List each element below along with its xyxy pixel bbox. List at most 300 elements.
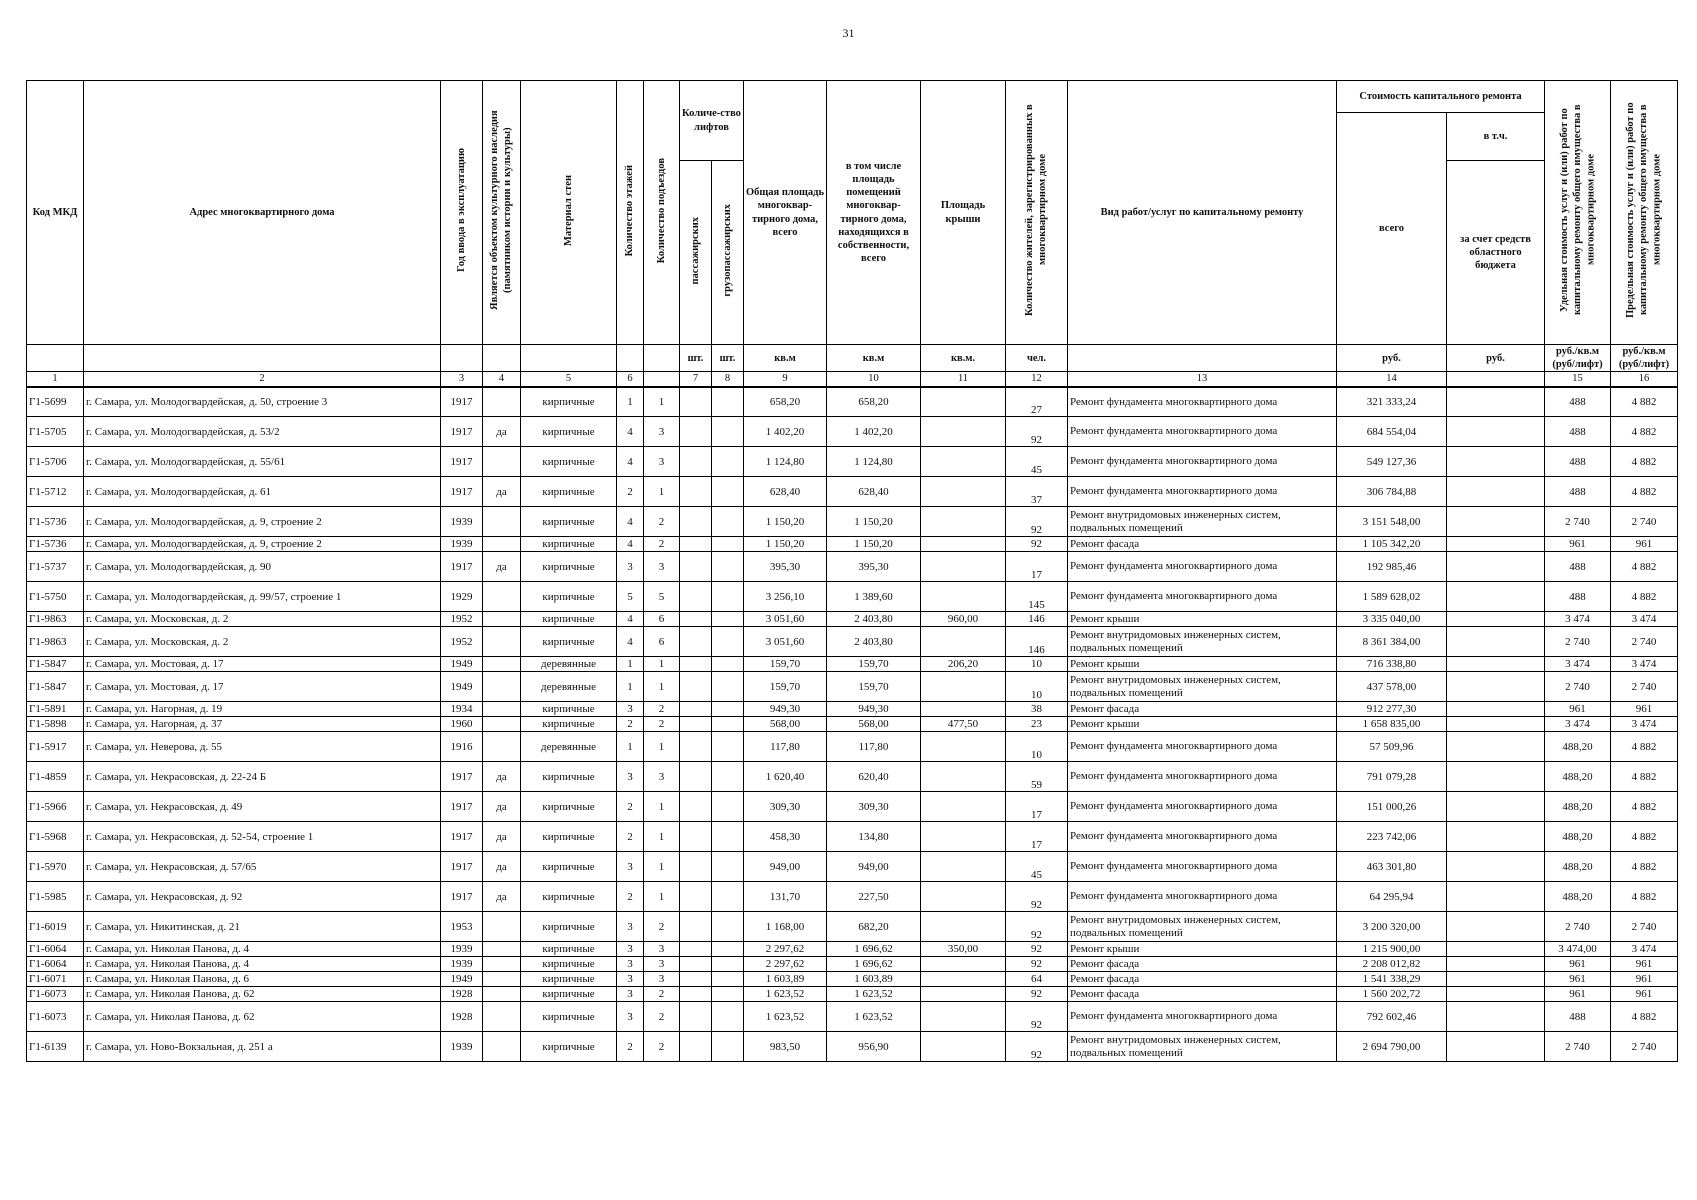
table-row [27,627,1678,657]
cell-max-cost: 3 474 [1611,942,1678,957]
cell-cost-total: 1 560 202,72 [1337,987,1447,1002]
unit-rub: руб. [1337,345,1447,372]
cell-wall: кирпичные [521,477,617,507]
cell-work-type: Ремонт внутридомовых инженерных систем, подвальных помещений [1068,672,1337,702]
cell-entrances: 1 [644,882,680,912]
cell-address: г. Самара, ул. Молодогвардейская, д. 99/57, строение 1 [84,582,441,612]
cell-lifts-pass [680,507,712,537]
cell-cost-total: 2 694 790,00 [1337,1032,1447,1062]
cell-lifts-pass [680,702,712,717]
cell-work-type: Ремонт фундамента многоквартирного дома [1068,477,1337,507]
header-floors: Количество этажей [617,81,644,345]
cell-max-cost: 4 882 [1611,852,1678,882]
cell-area-owned: 628,40 [827,477,921,507]
cell-wall: кирпичные [521,507,617,537]
cell-heritage [483,507,521,537]
cell-work-type: Ремонт крыши [1068,717,1337,732]
cell-work-type: Ремонт крыши [1068,942,1337,957]
table-row [27,957,1678,972]
cell-cost-regional [1447,552,1545,582]
cell-area-owned: 1 389,60 [827,582,921,612]
cell-cost-regional [1447,507,1545,537]
cell-roof-area: 960,00 [921,612,1006,627]
cell-roof-area [921,417,1006,447]
cell-cost-regional [1447,912,1545,942]
cell-residents: 10 [1006,657,1068,672]
header-entrances: Количество подъездов [644,81,680,345]
cell-roof-area [921,957,1006,972]
cell-lifts-pass [680,957,712,972]
cell-residents: 45 [1006,852,1068,882]
cell-year: 1939 [441,1032,483,1062]
cell-max-cost: 3 474 [1611,657,1678,672]
table-row [27,537,1678,552]
cell-max-cost: 4 882 [1611,792,1678,822]
cell-heritage [483,657,521,672]
cell-entrances: 2 [644,1032,680,1062]
cell-floors: 2 [617,717,644,732]
cell-roof-area [921,1032,1006,1062]
cell-unit-cost: 488,20 [1545,822,1611,852]
cell-cost-regional [1447,657,1545,672]
cell-wall: кирпичные [521,552,617,582]
cell-lifts-cargo [712,672,744,702]
cell-code: Г1-4859 [27,762,84,792]
cell-lifts-cargo [712,822,744,852]
cell-floors: 5 [617,582,644,612]
cell-year: 1917 [441,882,483,912]
cell-address: г. Самара, ул. Никитинская, д. 21 [84,912,441,942]
header-area-owned: в том числе площадь помещений многоквар-тирного дома, находящихся в собственности, всего [827,81,921,345]
cell-lifts-pass [680,912,712,942]
cell-lifts-pass [680,762,712,792]
header-wall: Материал стен [521,81,617,345]
cell-residents: 92 [1006,942,1068,957]
cell-heritage [483,537,521,552]
cell-heritage [483,1032,521,1062]
cell-entrances: 2 [644,912,680,942]
cell-lifts-cargo [712,387,744,417]
cell-floors: 2 [617,1032,644,1062]
cell-max-cost: 2 740 [1611,672,1678,702]
cell-wall: кирпичные [521,882,617,912]
cell-cost-regional [1447,477,1545,507]
cell-max-cost: 4 882 [1611,762,1678,792]
cell-wall: кирпичные [521,762,617,792]
cell-heritage [483,942,521,957]
cell-roof-area [921,477,1006,507]
cell-floors: 4 [617,417,644,447]
cell-wall: кирпичные [521,822,617,852]
cell-heritage: да [483,822,521,852]
cell-cost-regional [1447,972,1545,987]
cell-max-cost: 2 740 [1611,1032,1678,1062]
cell-cost-total: 321 333,24 [1337,387,1447,417]
unit-sqm: кв.м [744,345,827,372]
cell-code: Г1-5736 [27,507,84,537]
table-row [27,882,1678,912]
cell-heritage [483,987,521,1002]
table-row [27,672,1678,702]
cell-max-cost: 961 [1611,972,1678,987]
cell-wall: кирпичные [521,417,617,447]
cell-lifts-pass [680,942,712,957]
cell-address: г. Самара, ул. Некрасовская, д. 52-54, строение 1 [84,822,441,852]
cell-area-total: 395,30 [744,552,827,582]
cell-lifts-pass [680,612,712,627]
cell-roof-area [921,507,1006,537]
cell-work-type: Ремонт фундамента многоквартирного дома [1068,852,1337,882]
table-row [27,852,1678,882]
table-row [27,417,1678,447]
cell-area-owned: 1 696,62 [827,957,921,972]
header-max-cost: Предельная стоимость услуг и (или) работ по капитальному ремонту общего имущества в многоквартирном доме [1611,81,1678,345]
header-roof: Площадь крыши [921,81,1006,345]
cell-entrances: 3 [644,552,680,582]
cell-address: г. Самара, ул. Мостовая, д. 17 [84,672,441,702]
cell-floors: 2 [617,477,644,507]
cell-wall: кирпичные [521,1032,617,1062]
cell-cost-regional [1447,732,1545,762]
table-row [27,762,1678,792]
cell-address: г. Самара, ул. Некрасовская, д. 92 [84,882,441,912]
cell-area-owned: 658,20 [827,387,921,417]
cell-residents: 146 [1006,627,1068,657]
cell-area-owned: 1 150,20 [827,537,921,552]
cell-entrances: 3 [644,762,680,792]
table-row [27,477,1678,507]
cell-entrances: 2 [644,702,680,717]
table-row [27,582,1678,612]
cell-unit-cost: 488 [1545,1002,1611,1032]
cell-unit-cost: 488,20 [1545,732,1611,762]
cell-unit-cost: 488 [1545,447,1611,477]
cell-entrances: 6 [644,627,680,657]
cell-heritage: да [483,417,521,447]
cell-lifts-cargo [712,792,744,822]
header-area-total: Общая площадь многоквар-тирного дома, всего [744,81,827,345]
cell-unit-cost: 2 740 [1545,627,1611,657]
cell-year: 1928 [441,1002,483,1032]
cell-unit-cost: 488 [1545,387,1611,417]
cell-cost-total: 3 335 040,00 [1337,612,1447,627]
cell-year: 1928 [441,987,483,1002]
cell-heritage [483,732,521,762]
cell-area-owned: 956,90 [827,1032,921,1062]
cell-area-owned: 159,70 [827,672,921,702]
cell-address: г. Самара, ул. Неверова, д. 55 [84,732,441,762]
cell-work-type: Ремонт фундамента многоквартирного дома [1068,417,1337,447]
cell-roof-area [921,702,1006,717]
header-cost-regional: за счет средств областного бюджета [1447,161,1545,345]
col-number: 6 [617,372,644,387]
cell-residents: 10 [1006,732,1068,762]
cell-area-total: 568,00 [744,717,827,732]
cell-unit-cost: 961 [1545,537,1611,552]
cell-lifts-cargo [712,852,744,882]
cell-lifts-pass [680,552,712,582]
cell-area-total: 458,30 [744,822,827,852]
header-address: Адрес многоквартирного дома [84,81,441,345]
cell-work-type: Ремонт фундамента многоквартирного дома [1068,582,1337,612]
cell-lifts-cargo [712,942,744,957]
cell-residents: 17 [1006,552,1068,582]
cell-floors: 1 [617,672,644,702]
unit-pcs: шт. [712,345,744,372]
cell-year: 1917 [441,792,483,822]
cell-residents: 59 [1006,762,1068,792]
cell-heritage [483,387,521,417]
cell-area-owned: 1 402,20 [827,417,921,447]
table-row [27,1002,1678,1032]
cell-floors: 3 [617,552,644,582]
cell-unit-cost: 488,20 [1545,852,1611,882]
table-row [27,447,1678,477]
cell-area-total: 3 051,60 [744,612,827,627]
cell-cost-total: 1 541 338,29 [1337,972,1447,987]
cell-lifts-cargo [712,732,744,762]
cell-lifts-pass [680,387,712,417]
cell-area-total: 1 402,20 [744,417,827,447]
table-body [27,387,1678,1062]
cell-address: г. Самара, ул. Николая Панова, д. 4 [84,942,441,957]
col-number: 5 [521,372,617,387]
cell-lifts-cargo [712,537,744,552]
cell-floors: 2 [617,822,644,852]
cell-roof-area: 206,20 [921,657,1006,672]
cell-floors: 2 [617,792,644,822]
cell-code: Г1-5706 [27,447,84,477]
cell-lifts-pass [680,417,712,447]
cell-residents: 145 [1006,582,1068,612]
cell-wall: кирпичные [521,582,617,612]
cell-lifts-cargo [712,972,744,987]
cell-heritage [483,1002,521,1032]
table-row [27,942,1678,957]
cell-unit-cost: 488 [1545,552,1611,582]
cell-area-total: 1 603,89 [744,972,827,987]
cell-unit-cost: 2 740 [1545,507,1611,537]
cell-lifts-cargo [712,477,744,507]
cell-heritage: да [483,552,521,582]
cell-cost-regional [1447,387,1545,417]
cell-wall: кирпичные [521,792,617,822]
col-number: 10 [827,372,921,387]
cell-code: Г1-5847 [27,672,84,702]
cell-wall: кирпичные [521,912,617,942]
cell-area-owned: 949,00 [827,852,921,882]
cell-year: 1917 [441,762,483,792]
cell-lifts-pass [680,1002,712,1032]
cell-area-total: 1 150,20 [744,537,827,552]
col-number: 7 [680,372,712,387]
cell-cost-regional [1447,852,1545,882]
cell-year: 1917 [441,852,483,882]
cell-work-type: Ремонт внутридомовых инженерных систем, подвальных помещений [1068,912,1337,942]
col-number: 2 [84,372,441,387]
cell-address: г. Самара, ул. Московская, д. 2 [84,612,441,627]
cell-residents: 17 [1006,822,1068,852]
cell-wall: кирпичные [521,702,617,717]
cell-roof-area [921,912,1006,942]
cell-cost-total: 549 127,36 [1337,447,1447,477]
cell-cost-regional [1447,672,1545,702]
cell-area-owned: 1 150,20 [827,507,921,537]
cell-roof-area [921,1002,1006,1032]
cell-roof-area [921,552,1006,582]
cell-address: г. Самара, ул. Некрасовская, д. 22-24 Б [84,762,441,792]
cell-year: 1953 [441,912,483,942]
cell-floors: 4 [617,537,644,552]
cell-residents: 92 [1006,957,1068,972]
cell-address: г. Самара, ул. Николая Панова, д. 4 [84,957,441,972]
cell-area-owned: 568,00 [827,717,921,732]
cell-lifts-cargo [712,612,744,627]
cell-area-owned: 227,50 [827,882,921,912]
cell-heritage: да [483,477,521,507]
cell-address: г. Самара, ул. Молодогвардейская, д. 53/2 [84,417,441,447]
cell-unit-cost: 2 740 [1545,1032,1611,1062]
cell-max-cost: 4 882 [1611,447,1678,477]
cell-code: Г1-9863 [27,612,84,627]
cell-year: 1917 [441,417,483,447]
cell-area-total: 1 623,52 [744,1002,827,1032]
cell-lifts-cargo [712,582,744,612]
cell-lifts-cargo [712,1032,744,1062]
cell-area-total: 1 124,80 [744,447,827,477]
cell-year: 1952 [441,627,483,657]
header-lifts: Количе-ство лифтов [680,81,744,161]
cell-roof-area [921,537,1006,552]
cell-code: Г1-5966 [27,792,84,822]
cell-heritage [483,972,521,987]
header-unit-cost: Удельная стоимость услуг и (или) работ по капитальному ремонту общего имущества в многоквартирном доме [1545,81,1611,345]
cell-code: Г1-5750 [27,582,84,612]
cell-floors: 1 [617,732,644,762]
cell-area-owned: 1 696,62 [827,942,921,957]
cell-year: 1949 [441,672,483,702]
cell-unit-cost: 488 [1545,417,1611,447]
cell-cost-total: 792 602,46 [1337,1002,1447,1032]
cell-wall: кирпичные [521,717,617,732]
cell-max-cost: 3 474 [1611,612,1678,627]
table-row [27,822,1678,852]
cell-residents: 45 [1006,447,1068,477]
cell-max-cost: 2 740 [1611,507,1678,537]
cell-cost-total: 1 105 342,20 [1337,537,1447,552]
cell-work-type: Ремонт внутридомовых инженерных систем, подвальных помещений [1068,1032,1337,1062]
col-number: 3 [441,372,483,387]
cell-code: Г1-6064 [27,957,84,972]
cell-code: Г1-6073 [27,1002,84,1032]
cell-cost-regional [1447,1032,1545,1062]
cell-lifts-pass [680,882,712,912]
cell-residents: 23 [1006,717,1068,732]
cell-work-type: Ремонт фасада [1068,972,1337,987]
cell-area-total: 2 297,62 [744,942,827,957]
cell-entrances: 2 [644,1002,680,1032]
cell-wall: кирпичные [521,537,617,552]
cell-code: Г1-5968 [27,822,84,852]
cell-code: Г1-5705 [27,417,84,447]
cell-cost-regional [1447,417,1545,447]
cell-max-cost: 2 740 [1611,912,1678,942]
cell-floors: 3 [617,762,644,792]
cell-cost-total: 8 361 384,00 [1337,627,1447,657]
cell-year: 1916 [441,732,483,762]
cell-address: г. Самара, ул. Нагорная, д. 19 [84,702,441,717]
table-row [27,792,1678,822]
cell-work-type: Ремонт фундамента многоквартирного дома [1068,732,1337,762]
cell-residents: 92 [1006,882,1068,912]
cell-address: г. Самара, ул. Николая Панова, д. 62 [84,987,441,1002]
cell-max-cost: 4 882 [1611,822,1678,852]
cell-unit-cost: 488 [1545,582,1611,612]
cell-area-owned: 682,20 [827,912,921,942]
unit-people: чел. [1006,345,1068,372]
header-lifts-pass: пассажирских [680,161,712,345]
cell-wall: деревянные [521,657,617,672]
cell-cost-regional [1447,1002,1545,1032]
cell-unit-cost: 3 474,00 [1545,942,1611,957]
cell-cost-total: 791 079,28 [1337,762,1447,792]
cell-lifts-pass [680,987,712,1002]
cell-lifts-cargo [712,417,744,447]
cell-entrances: 3 [644,972,680,987]
cell-wall: кирпичные [521,447,617,477]
cell-area-owned: 1 623,52 [827,987,921,1002]
header-heritage: Является объектом культурного наследия (памятником истории и культуры) [483,81,521,345]
header-lifts-cargo: грузопассажирских [712,161,744,345]
header-residents: Количество жителей, зарегистрированных в многоквартирном доме [1006,81,1068,345]
cell-area-total: 1 620,40 [744,762,827,792]
cell-lifts-cargo [712,702,744,717]
cell-floors: 2 [617,882,644,912]
cell-residents: 17 [1006,792,1068,822]
cell-entrances: 6 [644,612,680,627]
cell-address: г. Самара, ул. Мостовая, д. 17 [84,657,441,672]
cell-lifts-pass [680,732,712,762]
cell-max-cost: 961 [1611,537,1678,552]
cell-roof-area [921,582,1006,612]
cell-area-total: 131,70 [744,882,827,912]
cell-unit-cost: 2 740 [1545,672,1611,702]
cell-max-cost: 4 882 [1611,552,1678,582]
cell-entrances: 1 [644,822,680,852]
cell-year: 1949 [441,972,483,987]
cell-area-owned: 309,30 [827,792,921,822]
cell-lifts-pass [680,1032,712,1062]
table-row [27,972,1678,987]
cell-code: Г1-6019 [27,912,84,942]
table-row [27,507,1678,537]
cell-address: г. Самара, ул. Ново-Вокзальная, д. 251 а [84,1032,441,1062]
cell-roof-area [921,762,1006,792]
cell-entrances: 3 [644,942,680,957]
cell-floors: 4 [617,612,644,627]
cell-work-type: Ремонт фундамента многоквартирного дома [1068,1002,1337,1032]
col-number: 8 [712,372,744,387]
cell-unit-cost: 488 [1545,477,1611,507]
cell-address: г. Самара, ул. Нагорная, д. 37 [84,717,441,732]
cell-unit-cost: 3 474 [1545,717,1611,732]
cell-year: 1917 [441,822,483,852]
cell-lifts-pass [680,672,712,702]
cell-area-total: 117,80 [744,732,827,762]
cell-lifts-cargo [712,447,744,477]
cell-cost-regional [1447,882,1545,912]
col-number: 11 [921,372,1006,387]
